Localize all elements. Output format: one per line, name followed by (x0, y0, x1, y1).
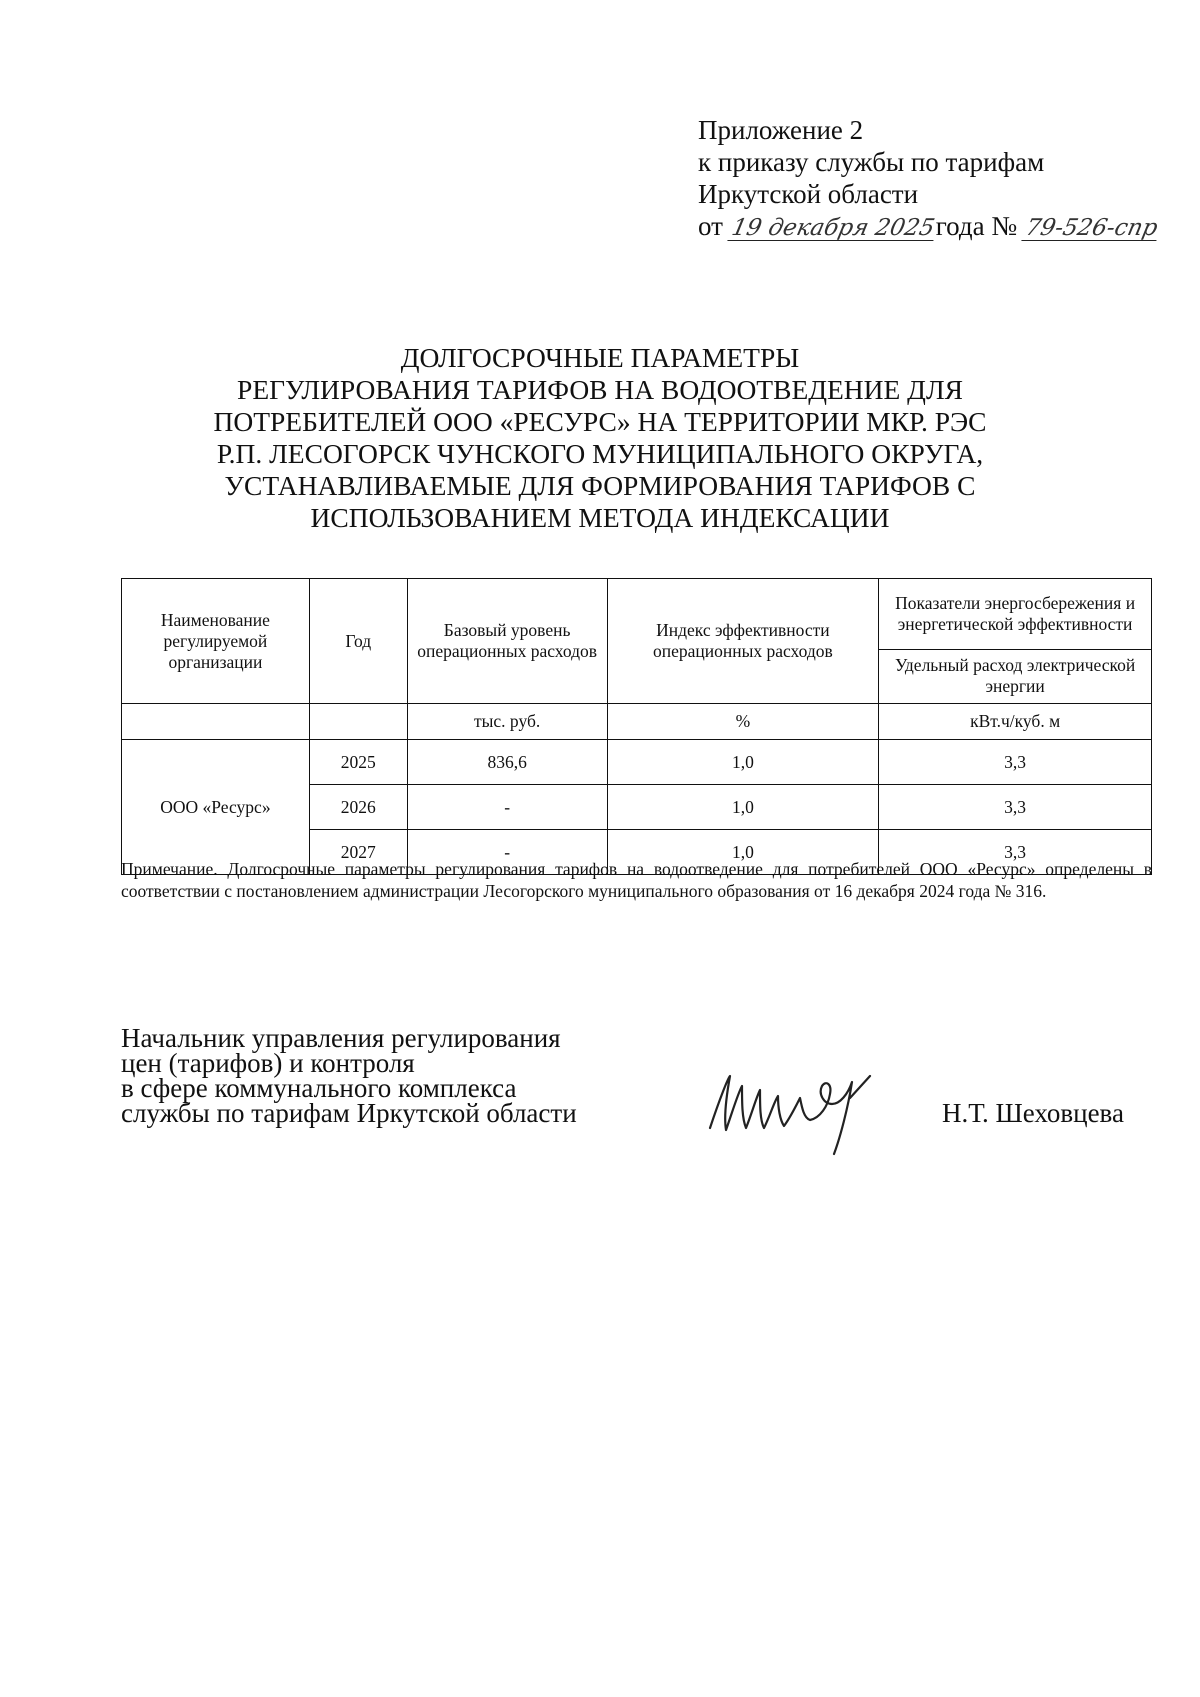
row-year: 2025 (309, 740, 407, 785)
title-line-4: Р.П. ЛЕСОГОРСК ЧУНСКОГО МУНИЦИПАЛЬНОГО ОКРУГА, (216, 438, 984, 469)
title-line-2: РЕГУЛИРОВАНИЯ ТАРИФОВ НА ВОДООТВЕДЕНИЕ ДЛЯ (237, 374, 963, 405)
header-year: Год (309, 579, 407, 704)
handwritten-date: 19 декабря 2025 (729, 215, 937, 241)
document-title (180, 342, 1020, 534)
unit-energy: кВт.ч/куб. м (879, 704, 1152, 740)
units-empty-year (309, 704, 407, 740)
row-energy: 3,3 (879, 785, 1152, 830)
from-prefix: от (698, 211, 723, 241)
row-energy: 3,3 (879, 740, 1152, 785)
appendix-line-3: Иркутской области (698, 179, 919, 209)
appendix-header (698, 114, 1159, 242)
row-index: 1,0 (607, 785, 879, 830)
title-line-1: ДОЛГОСРОЧНЫЕ ПАРАМЕТРЫ (400, 342, 800, 373)
appendix-order-line (698, 210, 1159, 242)
signer-name: Н.Т. Шеховцева (942, 1098, 1124, 1128)
row-base: 836,6 (407, 740, 607, 785)
units-row (122, 704, 1152, 740)
row-base: - (407, 785, 607, 830)
header-row (122, 579, 1152, 650)
position-line-3: в сфере коммунального комплекса (121, 1073, 517, 1103)
row-index: 1,0 (607, 830, 879, 875)
header-energy-group: Показатели энергосбережения и энергетической эффективности (879, 579, 1152, 650)
unit-index: % (607, 704, 879, 740)
table-note: Примечание. Долгосрочные параметры регулирования тарифов на водоотведение для потребителей ООО «Ресурс» определены в соответствии с постановлением администрации Лесогорского муниципального образования от 16 декабря 2024 года № 316. (121, 859, 1152, 901)
position-line-4: службы по тарифам Иркутской области (121, 1098, 577, 1128)
title-line-5: УСТАНАВЛИВАЕМЫЕ ДЛЯ ФОРМИРОВАНИЯ ТАРИФОВ С (224, 470, 976, 501)
appendix-line-1: Приложение 2 (698, 115, 864, 145)
handwritten-order-number: 79-526-спр (1023, 215, 1160, 241)
units-empty-org (122, 704, 310, 740)
header-base: Базовый уровень операционных расходов (407, 579, 607, 704)
position-line-1: Начальник управления регулирования (121, 1023, 561, 1053)
handwritten-signature (700, 1058, 900, 1158)
header-index: Индекс эффективности операционных расходов (607, 579, 879, 704)
header-energy-specific: Удельный расход электрической энергии (879, 649, 1152, 703)
row-index: 1,0 (607, 740, 879, 785)
signatory-position (121, 1023, 577, 1128)
header-org: Наименование регулируемой организации (122, 579, 310, 704)
table-row (122, 740, 1152, 785)
title-line-3: ПОТРЕБИТЕЛЕЙ ООО «РЕСУРС» НА ТЕРРИТОРИИ МКР. РЭС (213, 406, 987, 437)
row-year: 2027 (309, 830, 407, 875)
appendix-line-2: к приказу службы по тарифам (698, 147, 1045, 177)
row-energy: 3,3 (879, 830, 1152, 875)
row-base: - (407, 830, 607, 875)
org-name-cell: ООО «Ресурс» (122, 740, 310, 875)
parameters-table (121, 578, 1152, 875)
position-line-2: цен (тарифов) и контроля (121, 1048, 415, 1078)
row-year: 2026 (309, 785, 407, 830)
title-line-6: ИСПОЛЬЗОВАНИЕМ МЕТОДА ИНДЕКСАЦИИ (310, 502, 890, 533)
unit-base: тыс. руб. (407, 704, 607, 740)
year-word: года № (935, 211, 1018, 241)
